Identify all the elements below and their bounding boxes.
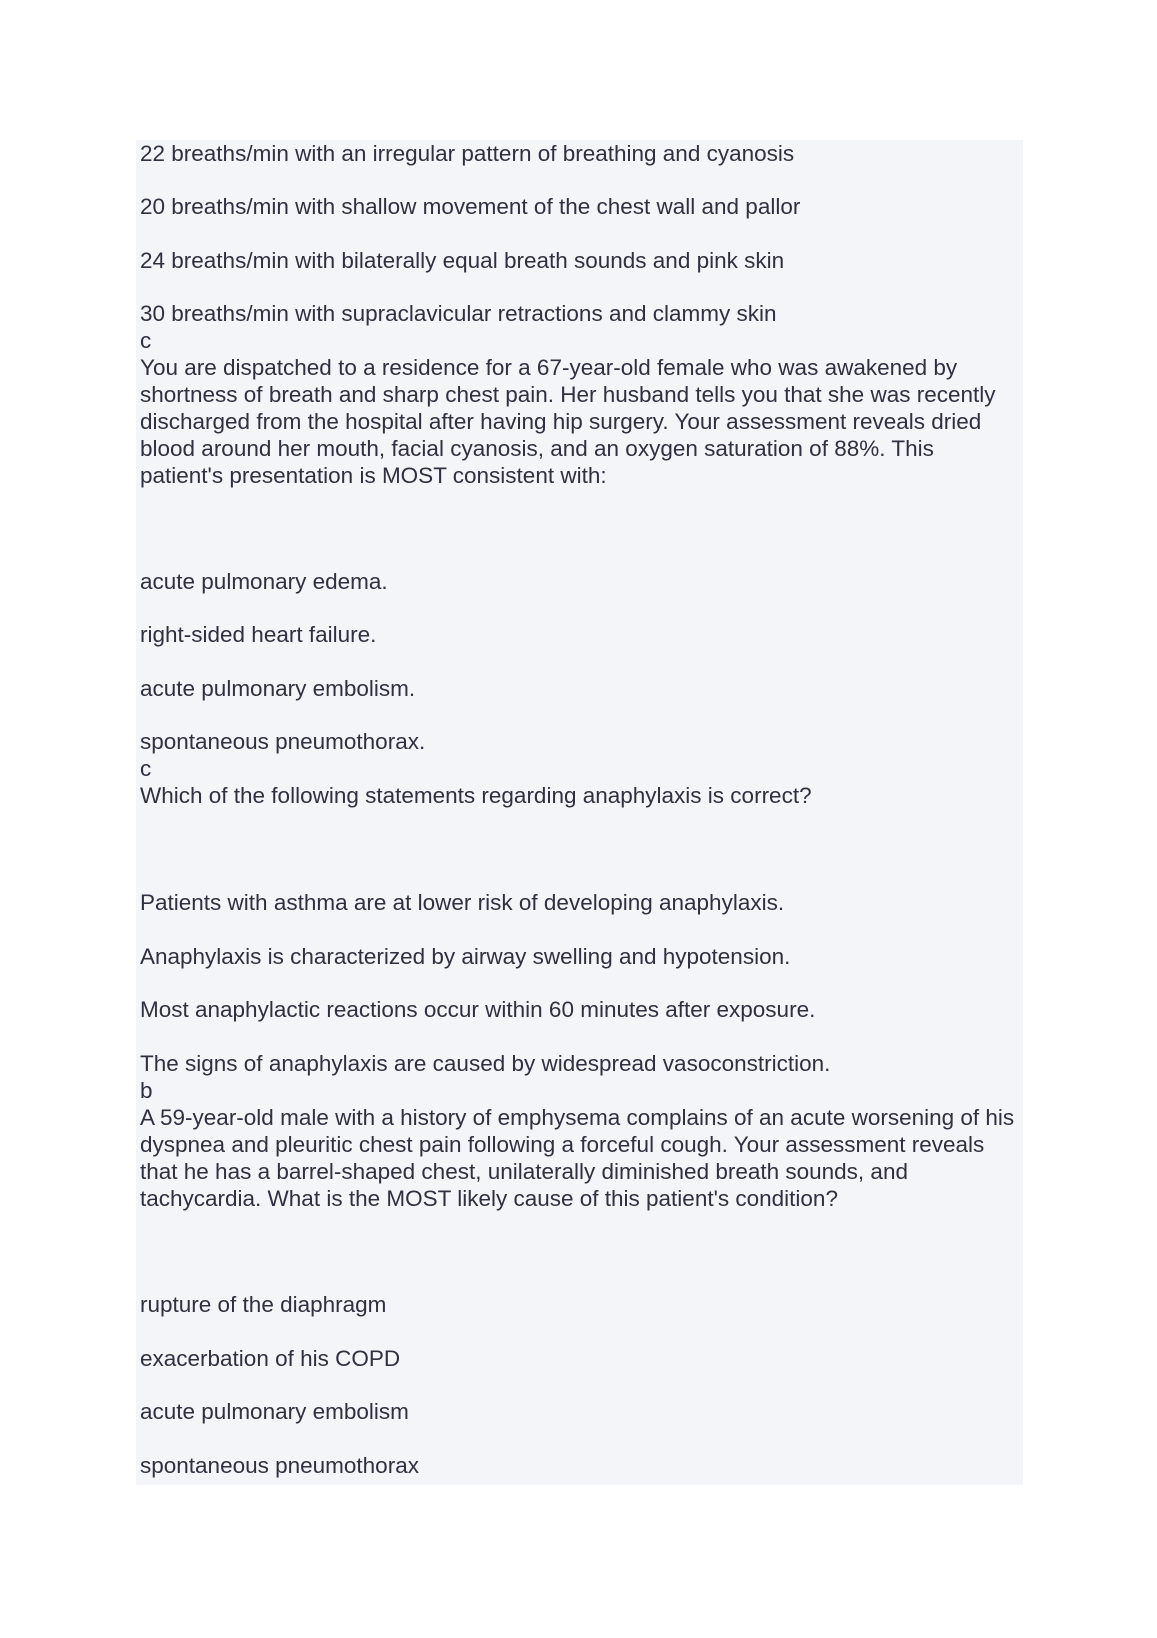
q1-answer: c <box>140 328 152 353</box>
q4-option-b: exacerbation of his COPD <box>140 1346 401 1371</box>
q3-option-d: The signs of anaphylaxis are caused by widespread vasoconstriction. <box>140 1051 831 1076</box>
q1-option-d: 30 breaths/min with supraclavicular retractions and clammy skin <box>140 301 777 326</box>
q2-option-d: spontaneous pneumothorax. <box>140 729 426 754</box>
q2-option-c: acute pulmonary embolism. <box>140 676 416 701</box>
q1-option-b: 20 breaths/min with shallow movement of the chest wall and pallor <box>140 194 801 219</box>
q4-option-c: acute pulmonary embolism <box>140 1399 409 1424</box>
q4-option-d: spontaneous pneumothorax <box>140 1453 419 1478</box>
q1-option-c: 24 breaths/min with bilaterally equal breath sounds and pink skin <box>140 248 785 273</box>
q1-option-a: 22 breaths/min with an irregular pattern of breathing and cyanosis <box>140 141 795 166</box>
q2-option-a: acute pulmonary edema. <box>140 569 388 594</box>
q3-question: Which of the following statements regarding anaphylaxis is correct? <box>140 783 812 808</box>
q3-option-a: Patients with asthma are at lower risk of developing anaphylaxis. <box>140 890 785 915</box>
q4-option-a: rupture of the diaphragm <box>140 1292 387 1317</box>
q2-question: You are dispatched to a residence for a 67-year-old female who was awakened by shortness of breath and sharp chest pain. Her husband tells you that she was recently discharged from the hospital after having hip surgery. Your assessment reveals dried blood around her mouth, facial cyanosis, and an oxygen saturation of 88%. This patient's presentation is MOST consistent with: <box>140 355 996 488</box>
q3-option-b: Anaphylaxis is characterized by airway swelling and hypotension. <box>140 944 791 969</box>
q3-option-c: Most anaphylactic reactions occur within 60 minutes after exposure. <box>140 997 816 1022</box>
q4-question: A 59-year-old male with a history of emphysema complains of an acute worsening of his dyspnea and pleuritic chest pain following a forceful cough. Your assessment reveals that he has a barrel-shaped chest, unilaterally diminished breath sounds, and tachycardia. What is the MOST likely cause of this patient's condition? <box>140 1105 1015 1211</box>
q2-answer: c <box>140 756 152 781</box>
content-panel <box>136 140 1023 1485</box>
q2-option-b: right-sided heart failure. <box>140 622 377 647</box>
q3-answer: b <box>140 1078 153 1103</box>
